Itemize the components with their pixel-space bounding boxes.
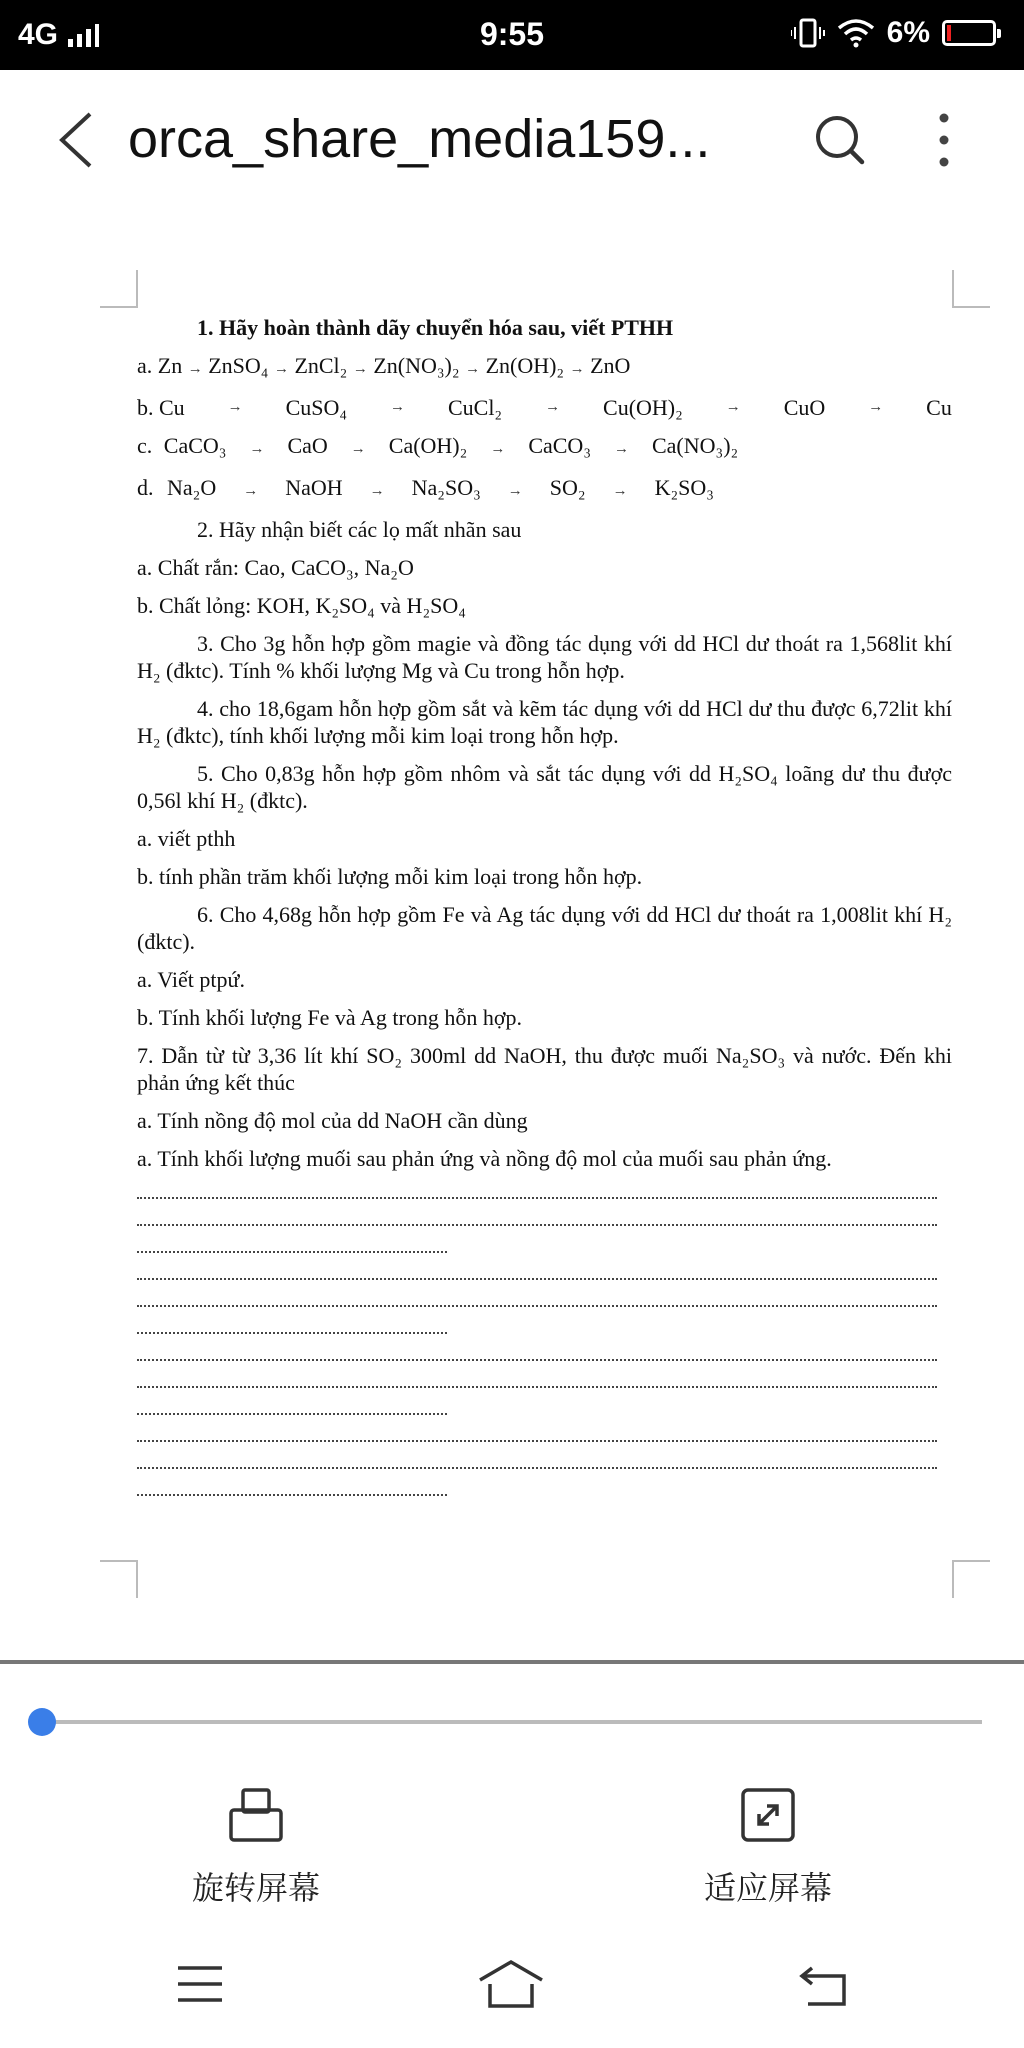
question-6b: b. Tính khối lượng Fe và Ag trong hỗn hợp. [137,1005,522,1030]
battery-icon [942,20,996,46]
fit-screen-label: 适应屏幕 [703,1870,832,1906]
question-6: 6. Cho 4,68g hỗn hợp gồm Fe và Ag tác dụng với dd HCl dư thoát ra 1,008lit khí H₂ (đktc). [137,902,952,954]
question-5: 5. Cho 0,83g hỗn hợp gồm nhôm và sắt tác dụng với dd H₂SO₄ loãng dư thu được 0,56l khí H₂ (đktc). [137,761,952,813]
question-6a: a. Viết ptpứ. [137,967,245,992]
answer-line [137,1237,447,1253]
question-2b: b. Chất lỏng: KOH, K₂SO₄ và H₂SO₄ [137,593,466,618]
question-2-title: 2. Hãy nhận biết các lọ mất nhãn sau [197,517,522,542]
menu-icon[interactable] [176,1964,224,2004]
battery-percent: 6% [886,16,930,49]
document-title: orca_share_media159... [128,109,711,169]
bottom-toolbar [0,1664,1024,2048]
page-corner-mark [952,1560,990,1598]
more-options-icon[interactable] [932,110,956,170]
chain-d: d. Na₂O → NaOH → Na₂SO₃ → SO₂ → K₂SO₃ [137,475,714,500]
page-slider-handle[interactable] [28,1708,56,1736]
network-label: 4G [18,18,59,51]
rotate-screen-icon [227,1786,285,1844]
chain-a: a. Zn → ZnSO₄ → ZnCl₂ → Zn(NO₃)₂ → Zn(OH)₂ → ZnO [137,353,631,378]
question-5b: b. tính phần trăm khối lượng mỗi kim loại trong hỗn hợp. [137,864,643,889]
fit-screen-button[interactable] [638,1786,898,1909]
rotate-screen-label: 旋转屏幕 [191,1870,320,1906]
question-3: 3. Cho 3g hỗn hợp gồm magie và đồng tác dụng với dd HCl dư thoát ra 1,568lit khí H₂ (đktc). Tính % khối lượng Mg và Cu trong hỗn hợp. [137,631,952,683]
vibrate-icon [791,18,825,48]
page-corner-mark [100,270,138,308]
question-7: 7. Dẫn từ từ 3,36 lít khí SO₂ 300ml dd NaOH, thu được muối Na₂SO₃ và nước. Đến khi phản ứng kết thúc [137,1043,952,1095]
chain-b: b. Cu → CuSO₄ → CuCl₂ → Cu(OH)₂ → CuO → Cu [137,395,952,420]
question-5a: a. viết pthh [137,826,236,851]
document-page [137,314,952,1507]
app-header [0,70,1024,211]
answer-line [137,1372,937,1388]
home-icon[interactable] [476,1958,546,2010]
answer-lines [137,1183,952,1496]
answer-line [137,1480,447,1496]
answer-line [137,1399,447,1415]
search-icon[interactable] [812,112,868,168]
fit-screen-icon [739,1786,797,1844]
answer-line [137,1453,937,1469]
back-nav-icon[interactable] [798,1964,850,2008]
clock: 9:55 [479,16,545,52]
document-viewer[interactable] [0,210,1024,1660]
page-corner-mark [100,1560,138,1598]
back-arrow-icon[interactable] [50,108,110,172]
wifi-icon [837,18,875,48]
answer-line [137,1264,937,1280]
chain-c: c. CaCO₃ → CaO → Ca(OH)₂ → CaCO₃ → Ca(NO₃)₂ [137,433,739,458]
answer-line [137,1291,937,1307]
answer-line [137,1345,937,1361]
status-bar [0,0,1024,70]
rotate-screen-button[interactable] [126,1786,386,1909]
answer-line [137,1210,937,1226]
question-2a: a. Chất rắn: Cao, CaCO₃, Na₂O [137,555,414,580]
answer-line [137,1426,937,1442]
question-1-title: 1. Hãy hoàn thành dãy chuyển hóa sau, viết PTHH [197,315,674,340]
answer-line [137,1183,937,1199]
question-7a: a. Tính nồng độ mol của dd NaOH cần dùng [137,1108,528,1133]
question-7b: a. Tính khối lượng muối sau phản ứng và nồng độ mol của muối sau phản ứng. [137,1146,832,1171]
page-slider-track[interactable] [42,1720,982,1724]
question-4: 4. cho 18,6gam hỗn hợp gồm sắt và kẽm tác dụng với dd HCl dư thu được 6,72lit khí H₂ (đktc), tính khối lượng mỗi kim loại trong hỗn hợp. [137,696,952,748]
page-corner-mark [952,270,990,308]
answer-line [137,1318,447,1334]
